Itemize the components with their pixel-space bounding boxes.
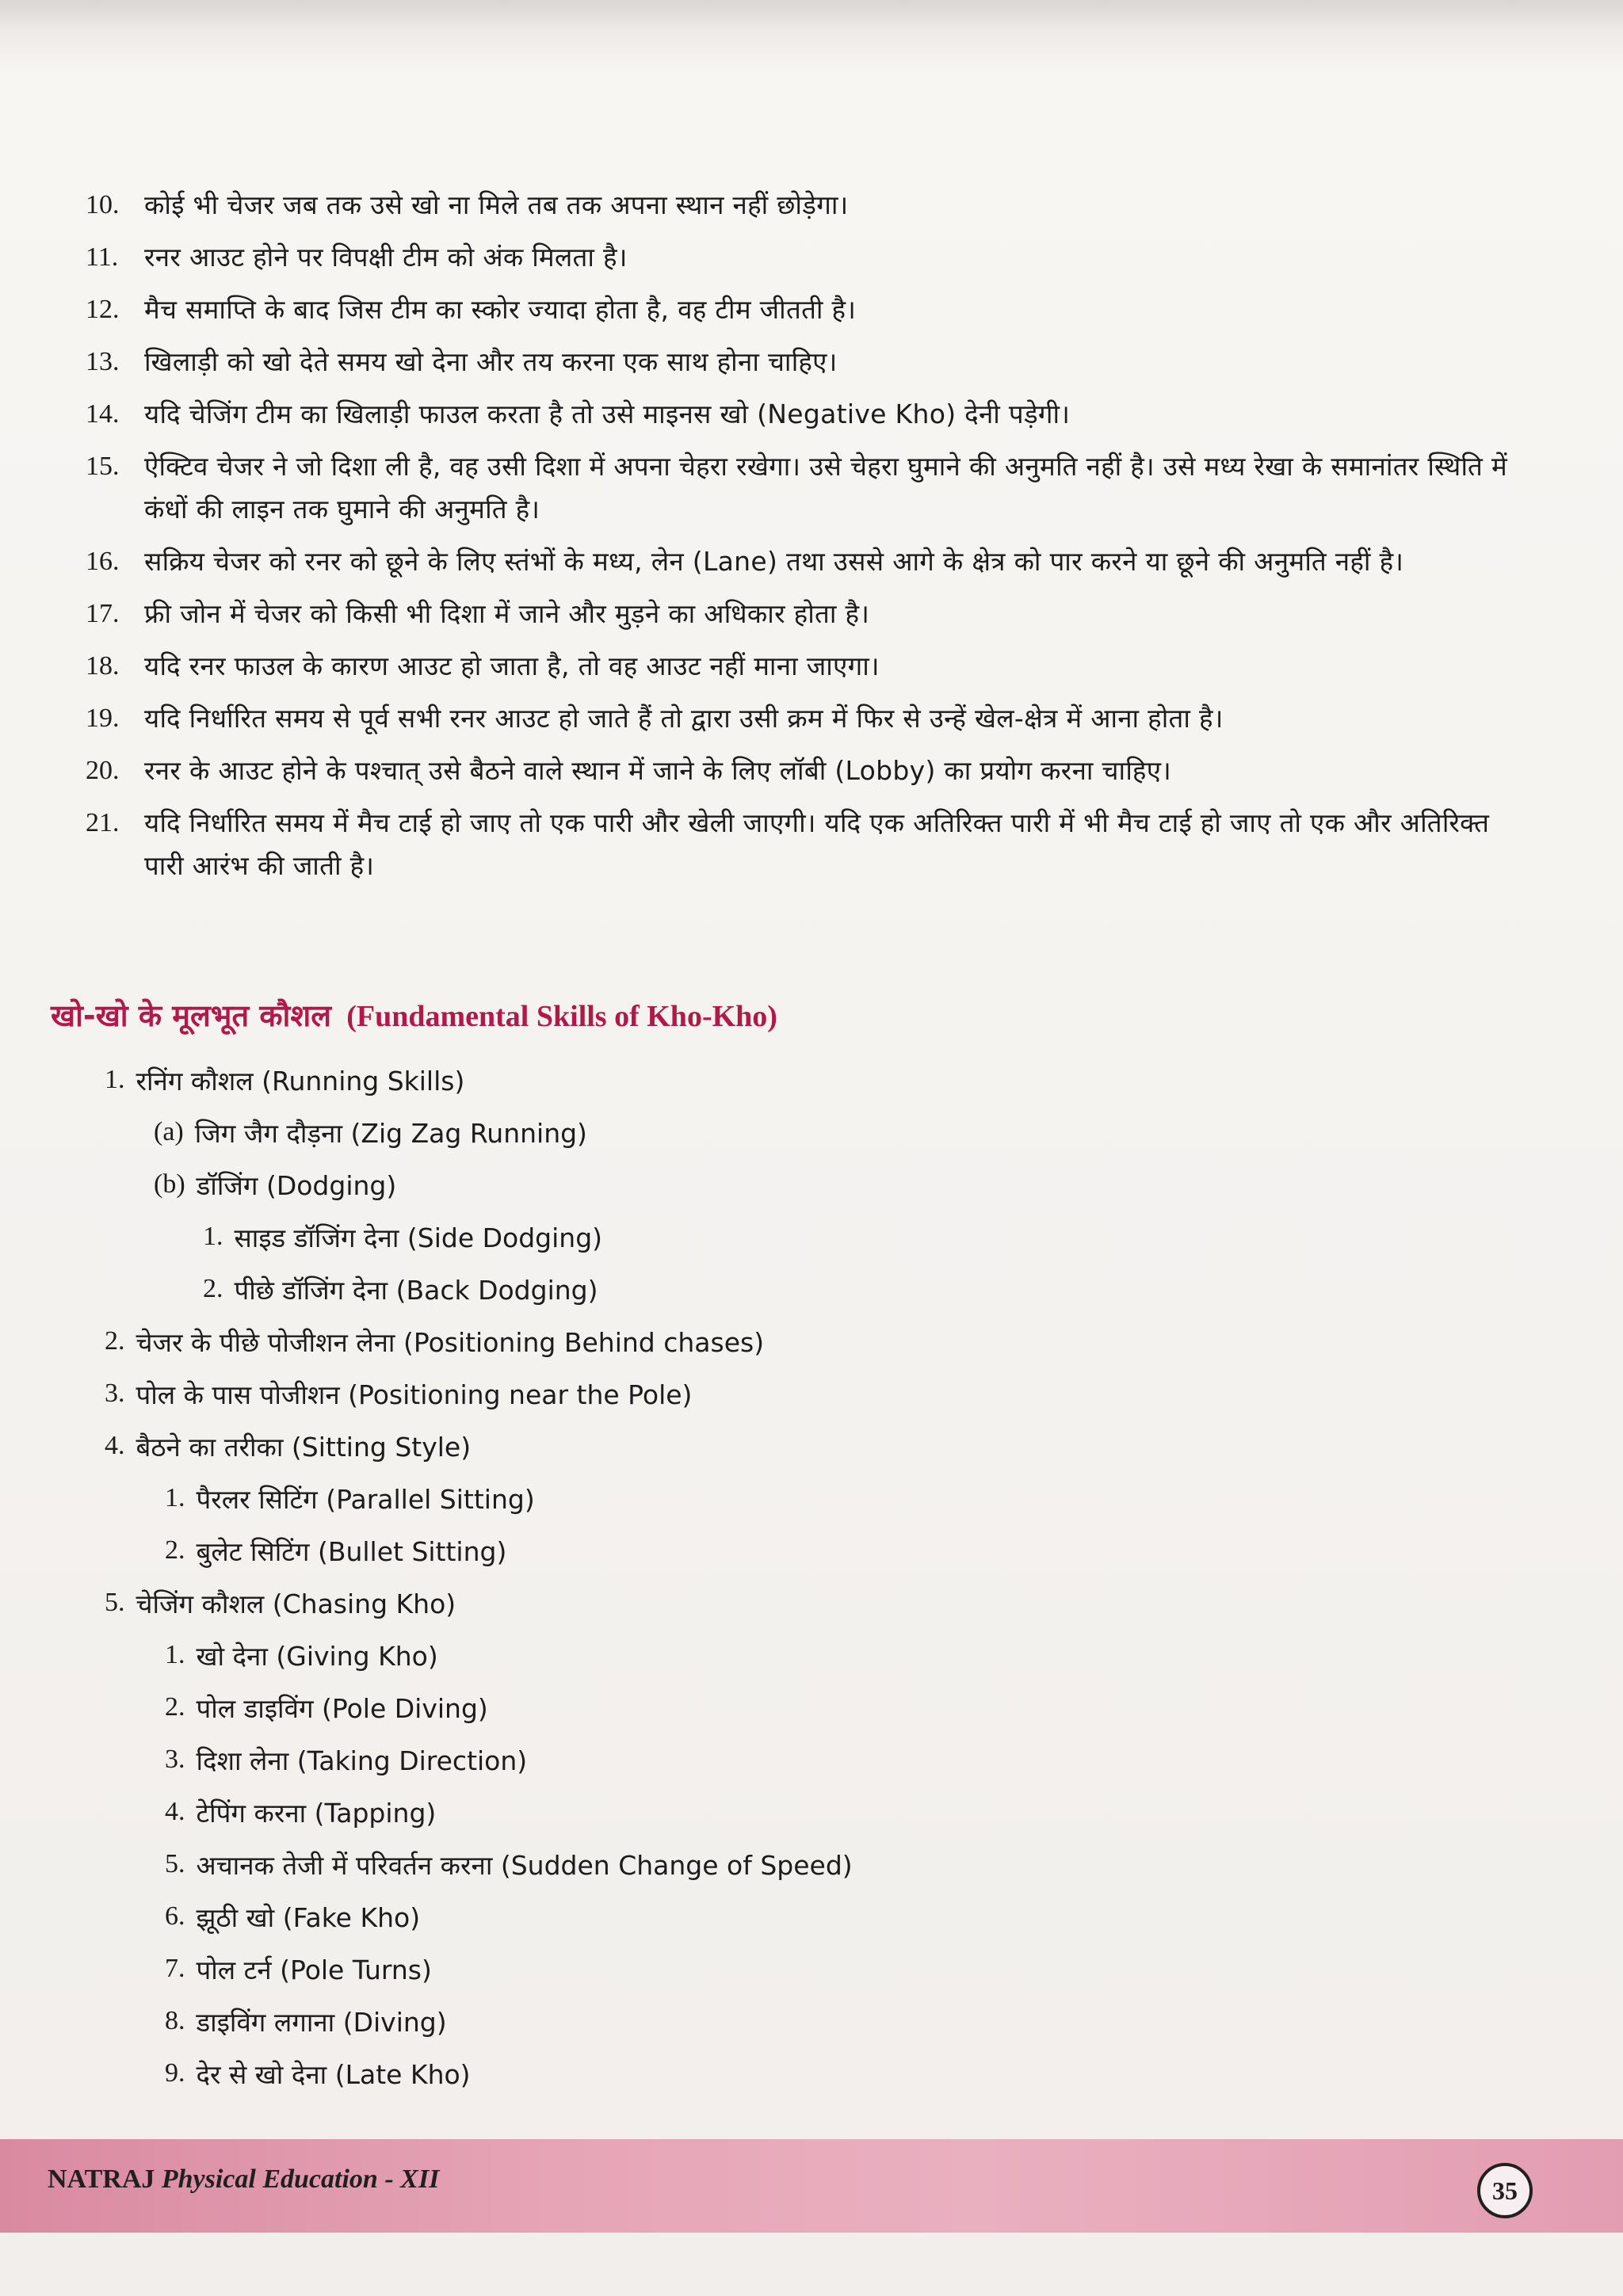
skill-text: डॉजिंग (Dodging): [196, 1169, 397, 1201]
rule-number: 13.: [86, 347, 120, 376]
skill-number: 5.: [165, 1849, 185, 1878]
skill-text: जिग जैग दौड़ना (Zig Zag Running): [194, 1117, 587, 1149]
skill-item: [105, 1472, 1373, 1524]
skill-item: [105, 1838, 1373, 1890]
skill-item: [105, 1629, 1373, 1681]
section-title-english: (Fundamental Skills of Kho-Kho): [346, 1000, 777, 1033]
skill-text: टेपिंग करना (Tapping): [196, 1797, 437, 1829]
rule-number: 21.: [86, 808, 120, 837]
rule-text: यदि निर्धारित समय में मैच टाई हो जाए तो एक पारी और खेली जाएगी। यदि एक अतिरिक्त पारी में भी मैच टाई हो जाए तो एक और अतिरिक्त पारी आरंभ की जाती है।: [144, 807, 1490, 881]
skill-item: [105, 1367, 1373, 1420]
skill-text: देर से खो देना (Late Kho): [196, 2058, 471, 2090]
scan-shadow: [0, 0, 1623, 71]
skill-text: दिशा लेना (Taking Direction): [196, 1745, 528, 1776]
skill-text: बैठने का तरीका (Sitting Style): [136, 1431, 472, 1463]
section-title-hindi: खो-खो के मूलभूत कौशल: [51, 998, 331, 1033]
skill-item: [105, 1995, 1373, 2047]
rule-item: [86, 540, 1512, 583]
skill-number: 4.: [165, 1797, 185, 1826]
rule-item: [86, 445, 1512, 531]
skill-text: बुलेट सिटिंग (Bullet Sitting): [196, 1535, 507, 1567]
skill-text: खो देना (Giving Kho): [196, 1640, 438, 1672]
rule-item: [86, 697, 1512, 740]
skills-list: [105, 1054, 1373, 2100]
rule-number: 15.: [86, 452, 120, 481]
skill-item: [105, 1681, 1373, 1733]
rule-number: 18.: [86, 651, 120, 681]
skill-text: रनिंग कौशल (Running Skills): [136, 1065, 465, 1097]
skill-number: 2.: [203, 1274, 223, 1303]
rule-item: [86, 184, 1512, 227]
rule-text: रनर के आउट होने के पश्चात् उसे बैठने वाले स्थान में जाने के लिए लॉबी (Lobby) का प्रयोग करना चाहिए।: [144, 755, 1172, 786]
skill-number: (a): [154, 1117, 184, 1146]
skill-item: [105, 1733, 1373, 1786]
rule-number: 14.: [86, 399, 120, 429]
rule-number: 19.: [86, 704, 120, 733]
rule-number: 17.: [86, 599, 120, 628]
rule-item: [86, 288, 1512, 331]
skill-number: 1.: [165, 1483, 185, 1512]
footer-brand: NATRAJ: [48, 2164, 155, 2194]
bottom-margin: [0, 2233, 1623, 2296]
rule-text: सक्रिय चेजर को रनर को छूने के लिए स्तंभों के मध्य, लेन (Lane) तथा उससे आगे के क्षेत्र को पार करने या छूने की अनुमति नहीं है।: [144, 546, 1404, 577]
rule-text: यदि रनर फाउल के कारण आउट हो जाता है, तो वह आउट नहीं माना जाएगा।: [144, 650, 880, 681]
skill-number: 7.: [165, 1954, 185, 1983]
skill-number: 2.: [165, 1535, 185, 1565]
skill-number: 1.: [165, 1640, 185, 1669]
skill-number: 3.: [105, 1379, 125, 1408]
skill-text: पोल के पास पोजीशन (Positioning near the Pole): [136, 1379, 693, 1410]
rule-number: 12.: [86, 295, 120, 324]
skill-text: पीछे डॉजिंग देना (Back Dodging): [234, 1274, 598, 1306]
skill-item: [105, 1211, 1373, 1263]
skill-number: 3.: [165, 1745, 185, 1774]
rule-text: कोई भी चेजर जब तक उसे खो ना मिले तब तक अपना स्थान नहीं छोड़ेगा।: [144, 189, 849, 220]
skill-item: [105, 1420, 1373, 1472]
footer-subtitle: Physical Education - XII: [161, 2164, 440, 2194]
skill-number: 9.: [165, 2058, 185, 2088]
skill-item: [105, 1263, 1373, 1315]
skill-number: (b): [154, 1169, 185, 1199]
skill-item: [105, 1786, 1373, 1838]
skill-number: 1.: [105, 1065, 125, 1094]
skill-item: [105, 1577, 1373, 1629]
rule-number: 10.: [86, 190, 120, 219]
rule-number: 16.: [86, 547, 120, 576]
skill-item: [105, 2047, 1373, 2100]
rule-item: [86, 593, 1512, 635]
rule-item: [86, 802, 1512, 887]
rule-number: 20.: [86, 756, 120, 785]
rule-text: ऐक्टिव चेजर ने जो दिशा ली है, वह उसी दिशा में अपना चेहरा रखेगा। उसे चेहरा घुमाने की अनुमति नहीं है। उसे मध्य रेखा के समानांतर स्थिति में कंधों की लाइन तक घुमाने की अनुमति है।: [144, 451, 1507, 524]
rule-number: 11.: [86, 242, 119, 272]
page-number: 35: [1477, 2163, 1533, 2218]
rule-text: रनर आउट होने पर विपक्षी टीम को अंक मिलता है।: [144, 242, 628, 273]
rule-item: [86, 341, 1512, 383]
rule-item: [86, 236, 1512, 279]
skill-item: [105, 1524, 1373, 1577]
skill-item: [105, 1315, 1373, 1367]
rule-text: यदि निर्धारित समय से पूर्व सभी रनर आउट हो जाते हैं तो द्वारा उसी क्रम में फिर से उन्हें खेल-क्षेत्र में आना होता है।: [144, 703, 1224, 734]
skill-item: [105, 1158, 1373, 1211]
skill-number: 8.: [165, 2006, 185, 2035]
skill-text: डाइविंग लगाना (Diving): [196, 2006, 447, 2038]
footer-title: [48, 2160, 439, 2199]
skill-number: 6.: [165, 1901, 185, 1931]
skill-text: साइड डॉजिंग देना (Side Dodging): [234, 1222, 603, 1253]
skill-item: [105, 1054, 1373, 1106]
rule-item: [86, 749, 1512, 792]
skill-number: 2.: [165, 1692, 185, 1722]
rules-list: [86, 184, 1512, 897]
rule-item: [86, 645, 1512, 688]
skill-number: 4.: [105, 1431, 125, 1460]
rule-text: खिलाड़ी को खो देते समय खो देना और तय करना एक साथ होना चाहिए।: [144, 346, 838, 377]
skill-item: [105, 1106, 1373, 1158]
section-heading: [51, 994, 777, 1039]
skill-number: 1.: [203, 1222, 223, 1251]
skill-item: [105, 1943, 1373, 1995]
skill-text: झूठी खो (Fake Kho): [196, 1901, 421, 1933]
skill-text: पोल टर्न (Pole Turns): [196, 1954, 432, 1985]
skill-item: [105, 1890, 1373, 1943]
rule-text: यदि चेजिंग टीम का खिलाड़ी फाउल करता है तो उसे माइनस खो (Negative Kho) देनी पड़ेगी।: [144, 399, 1071, 429]
rule-item: [86, 393, 1512, 436]
skill-text: अचानक तेजी में परिवर्तन करना (Sudden Change of Speed): [196, 1849, 853, 1881]
skill-text: पैरलर सिटिंग (Parallel Sitting): [196, 1483, 535, 1515]
skill-text: पोल डाइविंग (Pole Diving): [196, 1692, 488, 1724]
rule-text: मैच समाप्ति के बाद जिस टीम का स्कोर ज्यादा होता है, वह टीम जीतती है।: [144, 294, 857, 325]
skill-text: चेजिंग कौशल (Chasing Kho): [136, 1588, 456, 1619]
skill-number: 5.: [105, 1588, 125, 1617]
skill-text: चेजर के पीछे पोजीशन लेना (Positioning Behind chases): [136, 1326, 765, 1358]
rule-text: फ्री जोन में चेजर को किसी भी दिशा में जाने और मुड़ने का अधिकार होता है।: [144, 598, 870, 629]
skill-number: 2.: [105, 1326, 125, 1356]
